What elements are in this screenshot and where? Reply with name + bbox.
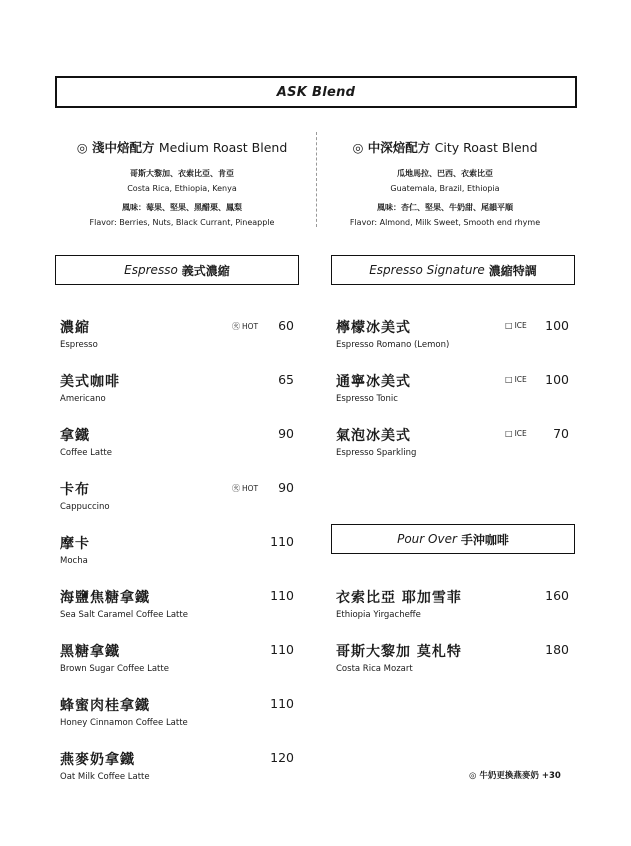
item-name-zh: 美式咖啡 xyxy=(60,374,120,390)
section-title-en: Espresso Signature xyxy=(369,263,485,277)
item-price: 90 xyxy=(278,426,294,441)
section-title-zh: 手沖咖啡 xyxy=(460,532,509,547)
item-name-zh: 燕麥奶拿鐵 xyxy=(60,752,135,768)
menu-item xyxy=(336,371,569,411)
section-pour-over-header xyxy=(331,524,575,554)
blend-flavor-en: Flavor: Almond, Milk Sweet, Smooth end rhyme xyxy=(349,218,541,227)
blend-heading xyxy=(315,138,575,156)
item-name-zh: 通寧冰美式 xyxy=(336,374,411,390)
badge-label: HOT xyxy=(242,484,259,493)
blend-medium-roast xyxy=(52,138,312,230)
item-price: 100 xyxy=(545,318,569,333)
item-name-zh: 卡布 xyxy=(60,482,90,498)
section-title-en: Espresso xyxy=(124,263,178,277)
item-name-zh: 蜂蜜肉桂拿鐵 xyxy=(60,698,150,714)
blend-name-zh: 中深焙配方 xyxy=(367,140,431,155)
item-name-en: Brown Sugar Coffee Latte xyxy=(60,664,169,674)
menu-item xyxy=(60,425,294,465)
ice-icon: □ xyxy=(505,321,513,330)
badge-label: HOT xyxy=(242,322,259,331)
item-price: 70 xyxy=(553,426,569,441)
menu-item xyxy=(336,317,569,357)
oat-milk-note xyxy=(469,769,561,781)
blend-name-en: City Roast Blend xyxy=(434,140,538,155)
menu-item xyxy=(60,371,294,411)
fire-icon: ㊋ xyxy=(232,322,240,331)
badge-label: ICE xyxy=(514,375,527,384)
item-price: 90 xyxy=(278,480,294,495)
bullet-icon: ◎ xyxy=(469,771,477,781)
item-name-en: Cappuccino xyxy=(60,502,110,512)
bullet-icon: ◎ xyxy=(352,140,364,155)
item-name-zh: 黑糖拿鐵 xyxy=(60,644,120,660)
bullet-icon: ◎ xyxy=(76,140,88,155)
section-title-zh: 義式濃縮 xyxy=(181,263,230,278)
item-name-en: Oat Milk Coffee Latte xyxy=(60,772,150,782)
item-price: 60 xyxy=(278,318,294,333)
blend-heading xyxy=(52,138,312,156)
blend-name-en: Medium Roast Blend xyxy=(158,140,288,155)
item-price: 110 xyxy=(270,534,294,549)
blend-flavor-zh: 風味：莓果、堅果、黑醋栗、鳳梨 xyxy=(122,203,242,212)
item-name-en: Espresso Tonic xyxy=(336,394,398,404)
blend-origin-zh: 瓜地馬拉、巴西、衣索比亞 xyxy=(397,169,493,178)
item-name-zh: 檸檬冰美式 xyxy=(336,320,411,336)
item-name-zh: 摩卡 xyxy=(60,536,90,552)
item-name-en: Espresso Sparkling xyxy=(336,448,417,458)
ice-icon: □ xyxy=(505,375,513,384)
menu-item xyxy=(336,425,569,465)
menu-item xyxy=(60,641,294,681)
menu-item xyxy=(336,641,569,681)
item-name-en: Honey Cinnamon Coffee Latte xyxy=(60,718,188,728)
menu-item xyxy=(60,317,294,357)
item-name-en: Coffee Latte xyxy=(60,448,112,458)
fire-icon: ㊋ xyxy=(232,484,240,493)
badge-label: ICE xyxy=(514,429,527,438)
item-price: 110 xyxy=(270,642,294,657)
hot-badge xyxy=(232,483,258,494)
menu-item xyxy=(336,587,569,627)
badge-label: ICE xyxy=(514,321,527,330)
item-name-zh: 海鹽焦糖拿鐵 xyxy=(60,590,150,606)
item-price: 65 xyxy=(278,372,294,387)
blend-origin-en: Guatemala, Brazil, Ethiopia xyxy=(390,184,500,193)
item-price: 160 xyxy=(545,588,569,603)
item-name-zh: 拿鐵 xyxy=(60,428,90,444)
menu-item xyxy=(60,695,294,735)
blend-origin-zh: 哥斯大黎加、衣索比亞、肯亞 xyxy=(130,169,234,178)
ice-badge xyxy=(505,321,527,330)
menu-item xyxy=(60,587,294,627)
item-name-en: Mocha xyxy=(60,556,88,566)
item-name-zh: 氣泡冰美式 xyxy=(336,428,411,444)
section-signature-header xyxy=(331,255,575,285)
item-price: 180 xyxy=(545,642,569,657)
item-price: 110 xyxy=(270,588,294,603)
item-name-en: Costa Rica Mozart xyxy=(336,664,413,674)
hot-badge xyxy=(232,321,258,332)
item-name-en: Espresso xyxy=(60,340,98,350)
ice-badge xyxy=(505,429,527,438)
section-title-zh: 濃縮特調 xyxy=(488,263,537,278)
item-name-zh: 濃縮 xyxy=(60,320,90,336)
item-name-en: Americano xyxy=(60,394,106,404)
item-name-en: Ethiopia Yirgacheffe xyxy=(336,610,421,620)
menu-item xyxy=(60,749,294,789)
menu-title: ASK Blend xyxy=(55,76,577,108)
blend-name-zh: 淺中焙配方 xyxy=(92,140,155,155)
item-name-en: Sea Salt Caramel Coffee Latte xyxy=(60,610,188,620)
item-name-zh: 衣索比亞 耶加雪菲 xyxy=(336,590,462,606)
section-espresso-header xyxy=(55,255,299,285)
ice-badge xyxy=(505,375,527,384)
blend-origin-en: Costa Rica, Ethiopia, Kenya xyxy=(127,184,237,193)
blend-flavor-zh: 風味：杏仁、堅果、牛奶甜、尾韻平順 xyxy=(377,203,513,212)
item-price: 120 xyxy=(270,750,294,765)
item-name-en: Espresso Romano (Lemon) xyxy=(336,340,450,350)
note-text: 牛奶更換燕麥奶 +30 xyxy=(479,771,561,781)
ice-icon: □ xyxy=(505,429,513,438)
menu-item xyxy=(60,479,294,519)
menu-item xyxy=(60,533,294,573)
section-title-en: Pour Over xyxy=(397,532,457,546)
item-price: 110 xyxy=(270,696,294,711)
item-price: 100 xyxy=(545,372,569,387)
blend-city-roast xyxy=(315,138,575,230)
item-name-zh: 哥斯大黎加 莫札特 xyxy=(336,644,462,660)
blend-flavor-en: Flavor: Berries, Nuts, Black Currant, Pineapple xyxy=(89,218,275,227)
